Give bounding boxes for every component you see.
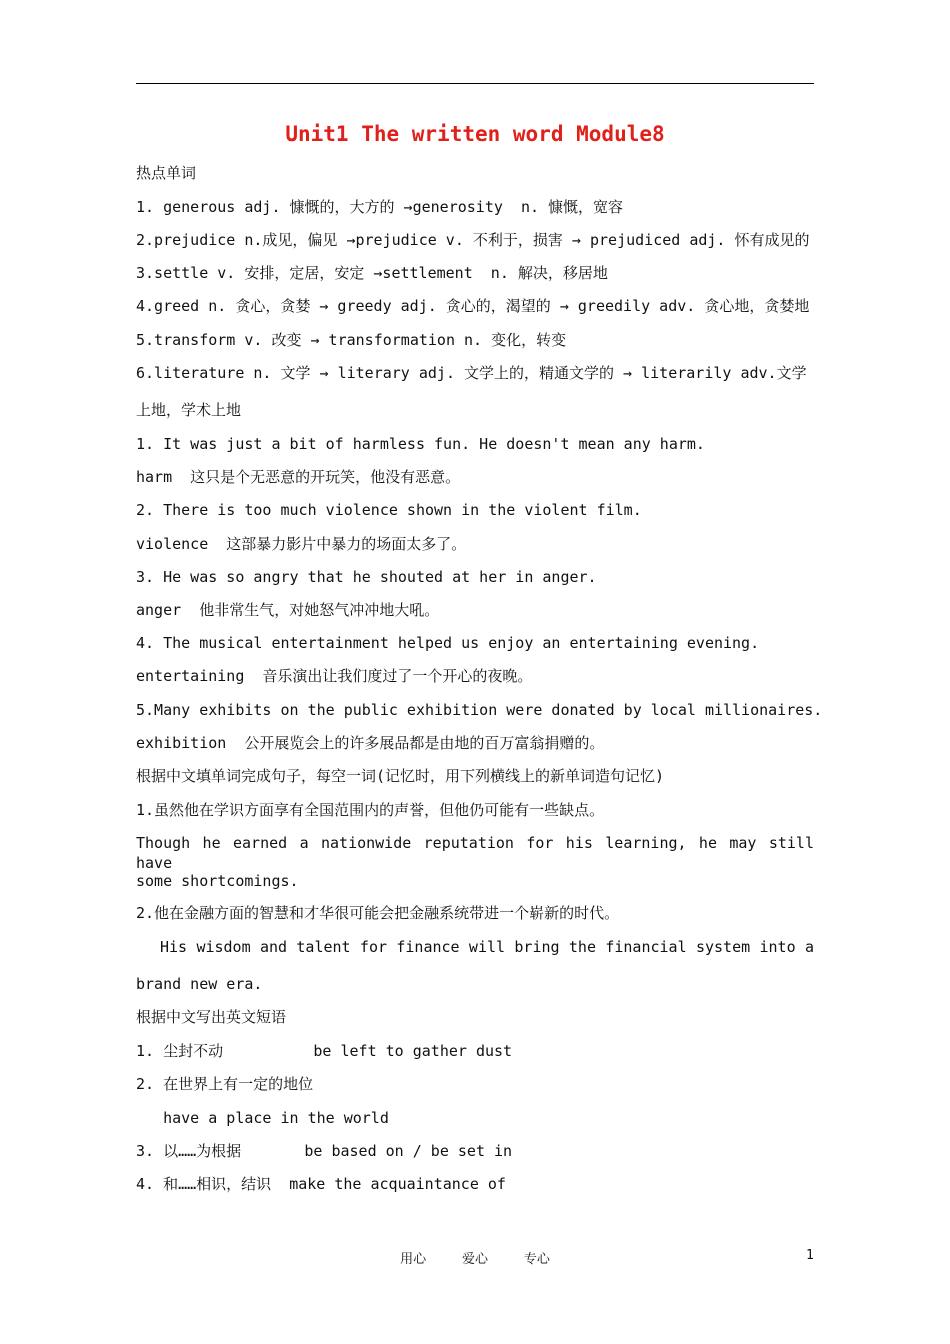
- example-translation: violence 这部暴力影片中暴力的场面太多了。: [136, 535, 467, 553]
- example-translation: harm 这只是个无恶意的开玩笑，他没有恶意。: [136, 468, 461, 486]
- fill-english-line2: some shortcomings.: [136, 872, 299, 890]
- example-sentence: 5.Many exhibits on the public exhibition were donated by local millionaires.: [136, 701, 823, 719]
- fill-chinese: 2.他在金融方面的智慧和才华很可能会把金融系统带进一个崭新的时代。: [136, 904, 620, 922]
- example-sentence: 1. It was just a bit of harmless fun. He doesn't mean any harm.: [136, 435, 705, 453]
- word-entry: 3.settle v. 安排，定居，安定 →settlement n. 解决，移居地: [136, 264, 608, 282]
- word-entry: 5.transform v. 改变 → transformation n. 变化，转变: [136, 331, 567, 349]
- fill-english-line1: His wisdom and talent for finance will bring the financial system into a: [160, 938, 814, 956]
- phrase-item: 3. 以……为根据 be based on / be set in: [136, 1142, 513, 1160]
- fill-english-line2: brand new era.: [136, 975, 263, 993]
- word-entry: 1. generous adj. 慷慨的，大方的 →generosity n. 慷慨，宽容: [136, 198, 624, 216]
- example-sentence: 4. The musical entertainment helped us enjoy an entertaining evening.: [136, 634, 760, 652]
- phrase-item: 1. 尘封不动 be left to gather dust: [136, 1042, 513, 1060]
- example-translation: exhibition 公开展览会上的许多展品都是由地的百万富翁捐赠的。: [136, 734, 605, 752]
- fill-chinese: 1.虽然他在学识方面享有全国范围内的声誉，但他仍可能有一些缺点。: [136, 801, 605, 819]
- section-heading-phrases: 根据中文写出英文短语: [136, 1008, 287, 1026]
- word-entry: 4.greed n. 贪心，贪婪 → greedy adj. 贪心的，渴望的 → greedily adv. 贪心地，贪婪地: [136, 297, 810, 315]
- page-footer: 用心 爱心 专心: [400, 1252, 550, 1267]
- page-title: Unit1 The written word Module8: [285, 122, 665, 146]
- phrase-item: 2. 在世界上有一定的地位: [136, 1075, 314, 1093]
- example-translation: entertaining 音乐演出让我们度过了一个开心的夜晚。: [136, 667, 533, 685]
- page-number: 1: [806, 1248, 814, 1263]
- word-entry: 2.prejudice n.成见，偏见 →prejudice v. 不利于，损害 → prejudiced adj. 怀有成见的: [136, 231, 810, 249]
- phrase-answer: have a place in the world: [136, 1109, 389, 1127]
- example-sentence: 3. He was so angry that he shouted at her in anger.: [136, 568, 597, 586]
- section-heading-hot-words: 热点单词: [136, 164, 197, 182]
- example-translation: anger 他非常生气，对她怒气冲冲地大吼。: [136, 601, 440, 619]
- example-sentence: 2. There is too much violence shown in the violent film.: [136, 501, 642, 519]
- section-heading-fill-in: 根据中文填单词完成句子，每空一词(记忆时，用下列横线上的新单词造句记忆): [136, 767, 665, 785]
- header-rule: [136, 83, 814, 84]
- word-entry-continued: 上地，学术上地: [136, 401, 242, 419]
- word-entry: 6.literature n. 文学 → literary adj. 文学上的，精通文学的 → literarily adv.文学: [136, 364, 807, 382]
- phrase-item: 4. 和……相识，结识 make the acquaintance of: [136, 1175, 506, 1193]
- fill-english-line1: Though he earned a nationwide reputation for his learning, he may still have: [136, 834, 814, 872]
